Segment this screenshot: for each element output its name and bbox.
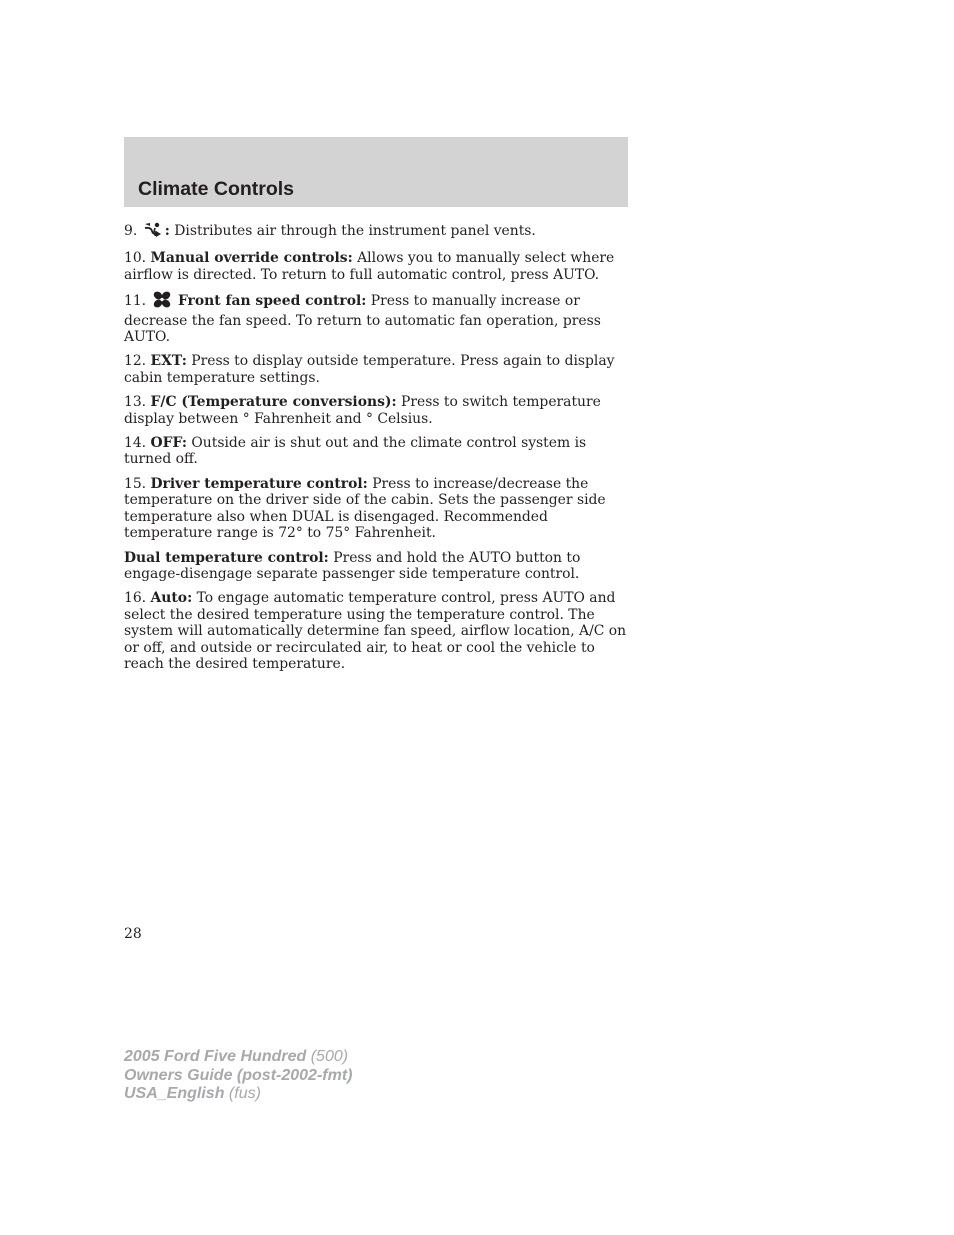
item-label: F/C (Temperature conversions):	[150, 394, 397, 411]
item-number: 14.	[124, 435, 147, 452]
list-item-9	[124, 222, 630, 242]
item-number: 10.	[124, 250, 147, 267]
item-number: 16.	[124, 590, 147, 607]
item-text: To engage automatic temperature control, press AUTO and select the desired temperature using the temperature control. The system will automatically determine fan speed, airflow location, A/C on or off, and outside or recirculated air, to heat or cool the vehicle to reach the desired temperature.	[124, 590, 627, 672]
item-number: 12.	[124, 353, 147, 370]
footer-language: USA_English	[124, 1085, 225, 1102]
footer-line-3	[124, 1085, 352, 1104]
list-item-15	[124, 476, 630, 542]
list-item-14	[124, 435, 630, 468]
item-label: Driver temperature control:	[150, 475, 368, 492]
item-label: Auto:	[150, 590, 193, 607]
item-number: 11.	[124, 293, 147, 310]
list-item-16	[124, 590, 630, 672]
footer-model: 2005 Ford Five Hundred	[124, 1048, 307, 1065]
list-item-dual	[124, 550, 630, 583]
list-item-10	[124, 250, 630, 283]
content-body	[124, 222, 630, 680]
item-label: Manual override controls:	[150, 250, 353, 267]
item-label: OFF:	[150, 435, 187, 452]
item-label: EXT:	[150, 353, 187, 370]
footer-model-code: (500)	[306, 1048, 349, 1065]
list-item-12	[124, 353, 630, 386]
footer-line-1	[124, 1048, 352, 1067]
section-header	[124, 137, 628, 207]
item-number: 13.	[124, 394, 147, 411]
panel-vent-airflow-icon	[144, 222, 162, 242]
footer-guide: Owners Guide (post-2002-fmt)	[124, 1066, 353, 1084]
page-number: 28	[124, 926, 142, 942]
item-text: Allows you to manually select where airflow is directed. To return to full automatic control, press AUTO.	[124, 250, 615, 283]
list-item-13	[124, 394, 630, 427]
item-text: Press to switch temperature display between ° Fahrenheit and ° Celsius.	[124, 394, 601, 427]
item-text: Distributes air through the instrument panel vents.	[169, 223, 536, 239]
document-footer	[124, 1048, 352, 1104]
item-label: Front fan speed control:	[177, 293, 367, 310]
item-text: Press to increase/decrease the temperature on the driver side of the cabin. Sets the passenger side temperature also when DUAL is disengaged. Recommended temperature range is 72° to 75° Fahrenheit.	[124, 475, 606, 542]
fan-icon	[153, 291, 171, 312]
section-title: Climate Controls	[138, 178, 295, 200]
item-number: 9.	[124, 223, 138, 239]
list-item-11	[124, 291, 630, 345]
item-text: Press and hold the AUTO button to engage-disengage separate passenger side temperature control.	[124, 549, 581, 582]
footer-line-2	[124, 1067, 352, 1086]
item-label: Dual temperature control:	[124, 549, 329, 566]
item-label: :	[164, 223, 170, 239]
item-text: Press to display outside temperature. Press again to display cabin temperature settings.	[124, 353, 615, 386]
item-number: 15.	[124, 475, 147, 492]
item-text: Press to manually increase or decrease the fan speed. To return to automatic fan operation, press AUTO.	[124, 293, 601, 346]
item-text: Outside air is shut out and the climate control system is turned off.	[124, 435, 587, 468]
footer-language-code: (fus)	[224, 1085, 261, 1102]
